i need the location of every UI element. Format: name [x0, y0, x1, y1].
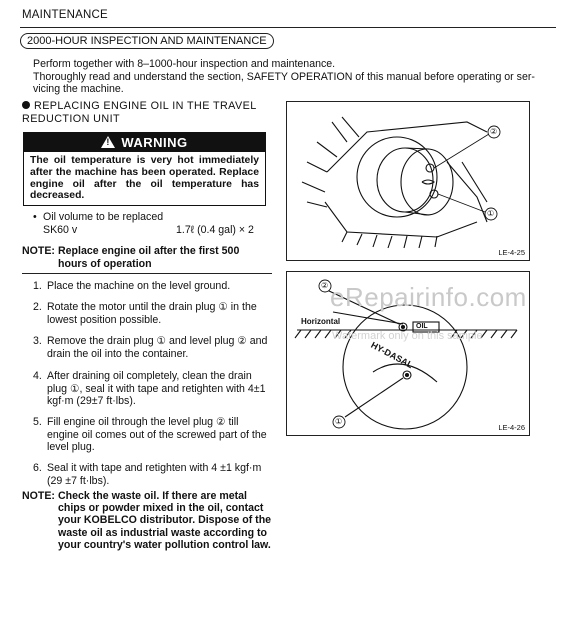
warning-text: The oil temperature is very hot immediately after the machine has been operated. Replace engine oil after the oil temperature has decreased. [30, 155, 259, 202]
oil-volume-model: SK60 v [43, 223, 78, 236]
note-label: NOTE: [22, 490, 55, 502]
step-number: 1. [33, 280, 42, 292]
step-number: 4. [33, 370, 42, 382]
callout-2-label: ② [490, 127, 498, 136]
intro-paragraph [33, 58, 543, 96]
section-title: 2000-HOUR INSPECTION AND MAINTENANCE [20, 33, 274, 49]
figure-caption: LE-4-25 [498, 248, 525, 257]
note-label: NOTE: [22, 245, 55, 257]
watermark-subtext: Watermark only on this sample [332, 330, 483, 342]
subsection-title-text: REPLACING ENGINE OIL IN THE TRAVEL REDUCTION UNIT [22, 100, 257, 125]
list-item [33, 280, 269, 293]
step-text: Fill engine oil through the level plug ② till engine oil comes out of the screwed part of the level plug. [47, 416, 267, 453]
subsection-title [22, 100, 282, 125]
list-item [33, 301, 269, 326]
step-text: After draining oil completely, clean the drain plug ①, seal it with tape and retighten with 4±1 kgf·m (29±7 ft·lbs). [47, 370, 266, 407]
step-number: 2. [33, 301, 42, 313]
warning-box [23, 132, 266, 206]
oil-volume [33, 211, 273, 236]
step-text: Rotate the motor until the drain plug ① in the lowest position possible. [47, 301, 257, 326]
oil-volume-value: 1.7ℓ (0.4 gal) × 2 [176, 223, 254, 236]
horizontal-label: Horizontal [301, 317, 341, 326]
step-number: 3. [33, 335, 42, 347]
page-header: MAINTENANCE [22, 9, 108, 21]
list-item [33, 416, 269, 454]
figure-travel-motor [286, 101, 530, 261]
note-first-500-hours [22, 245, 272, 274]
bullet-icon: • [33, 211, 37, 223]
oil-volume-label: Oil volume to be replaced [43, 211, 164, 223]
brand-label: HY-DASAL [369, 339, 415, 371]
watermark-text: eRepairinfo.com [330, 282, 527, 312]
callout-1-label: ① [335, 417, 343, 426]
callout-1-label: ① [487, 209, 495, 218]
step-text: Seal it with tape and retighten with 4 ±1 kgf·m (29 ±7 ft·lbs). [47, 462, 262, 487]
intro-line-2: Thoroughly read and understand the section, SAFETY OPERATION of this manual before operating or ser-vicing the machine. [33, 70, 535, 95]
warning-header [24, 133, 265, 152]
step-number: 5. [33, 416, 42, 428]
warning-triangle-icon [101, 136, 115, 148]
intro-line-1: Perform together with 8–1000-hour inspection and maintenance. [33, 58, 336, 70]
list-item [33, 370, 269, 408]
callout-2-label: ② [321, 281, 329, 290]
step-number: 6. [33, 462, 42, 474]
list-item [33, 335, 269, 360]
bullet-dot-icon [22, 101, 30, 109]
header-rule [20, 27, 556, 28]
step-text: Remove the drain plug ① and level plug ② and drain the oil into the container. [47, 335, 268, 360]
step-text: Place the machine on the level ground. [47, 280, 231, 292]
note-waste-oil [22, 490, 272, 551]
figure-caption: LE-4-26 [498, 423, 525, 432]
oil-label: OIL [416, 323, 428, 330]
note-text: Replace engine oil after the first 500 hours of operation [58, 245, 240, 270]
warning-label: WARNING [121, 135, 188, 150]
list-item [33, 462, 269, 487]
travel-motor-illustration [287, 102, 529, 260]
note-text: Check the waste oil. If there are metal chips or powder mixed in the oil, contact your KOBELCO distributor. Dispose of the waste oil as industrial waste according to your country's water pollution control law. [58, 490, 272, 551]
